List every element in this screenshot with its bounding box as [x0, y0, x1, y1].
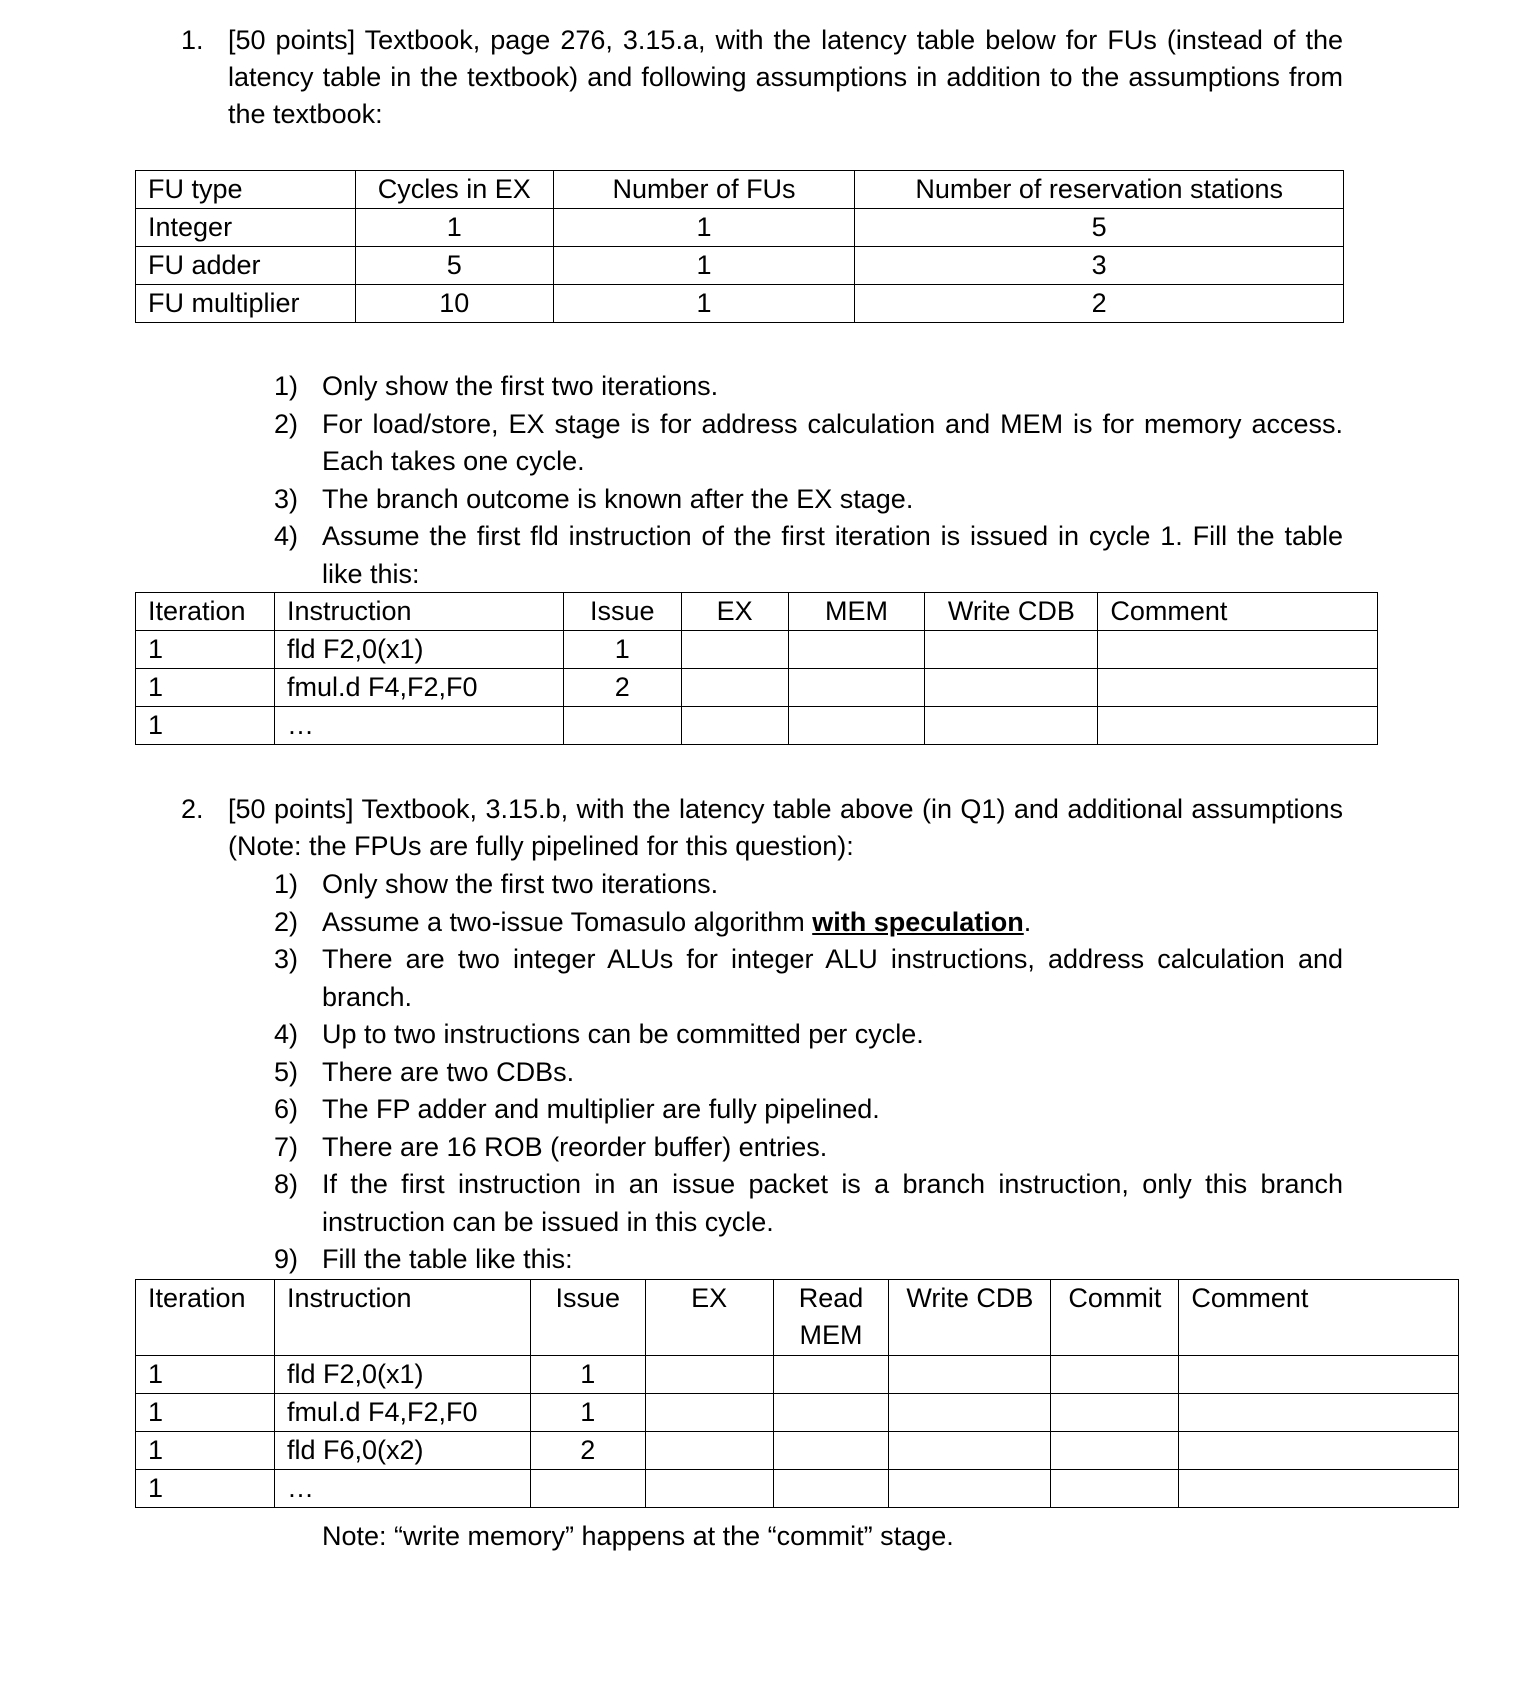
latency-table-header	[136, 171, 1344, 209]
table-cell: 1	[355, 209, 553, 247]
table-cell[interactable]	[889, 1470, 1051, 1508]
table-cell[interactable]	[788, 631, 925, 669]
table-cell[interactable]	[1179, 1356, 1459, 1394]
assumption-item	[274, 904, 1343, 942]
table-cell: 1	[136, 707, 275, 745]
table-cell[interactable]	[773, 1432, 889, 1470]
item-number: 8)	[274, 1169, 299, 1199]
table-cell: 1	[553, 285, 855, 323]
item-text: There are two CDBs.	[322, 1056, 575, 1087]
fill-table-header	[136, 1280, 1459, 1356]
item-text: There are two integer ALUs for integer ALU instructions, address calculation and branch.	[322, 944, 1343, 1012]
table-row	[136, 285, 1344, 323]
header-cell: Comment	[1098, 593, 1378, 631]
header-cell: Cycles in EX	[355, 171, 553, 209]
header-cell: Issue	[530, 1280, 645, 1356]
table-row	[136, 209, 1344, 247]
assumption-item	[274, 1054, 1343, 1092]
table-cell[interactable]	[645, 1432, 773, 1470]
item-number: 2)	[274, 408, 299, 439]
table-cell[interactable]	[1098, 707, 1378, 745]
item-number: 3)	[274, 944, 299, 974]
item-number: 3)	[274, 483, 299, 514]
table-cell: 2	[530, 1432, 645, 1470]
item-text: If the first instruction in an issue packet is a branch instruction, only this branch instruction can be issued in this cycle.	[322, 1169, 1343, 1237]
assumption-item	[274, 406, 1343, 481]
item-number: 7)	[274, 1131, 299, 1162]
table-cell[interactable]	[773, 1356, 889, 1394]
table-cell: 1	[136, 1470, 275, 1508]
table-cell[interactable]	[1179, 1432, 1459, 1470]
table-cell: 1	[136, 1356, 275, 1394]
header-cell: Write CDB	[925, 593, 1098, 631]
table-cell[interactable]	[925, 669, 1098, 707]
table-cell: fmul.d F4,F2,F0	[274, 1394, 530, 1432]
table-cell: 1	[530, 1394, 645, 1432]
header-cell: Instruction	[274, 1280, 530, 1356]
table-row	[136, 1432, 1459, 1470]
header-cell: Iteration	[136, 593, 275, 631]
table-cell: fld F6,0(x2)	[274, 1432, 530, 1470]
table-cell[interactable]	[645, 1356, 773, 1394]
table-cell: 3	[855, 247, 1344, 285]
item-text: Only show the first two iterations.	[322, 869, 719, 899]
table-cell[interactable]	[889, 1394, 1051, 1432]
assumption-item	[274, 368, 1343, 406]
table-cell[interactable]	[1179, 1394, 1459, 1432]
item-text: For load/store, EX stage is for address calculation and MEM is for memory access. Each takes one cycle.	[322, 408, 1343, 476]
table-cell: 10	[355, 285, 553, 323]
header-cell: Read MEM	[773, 1280, 889, 1356]
table-cell: 5	[355, 247, 553, 285]
table-cell: 1	[530, 1356, 645, 1394]
table-cell: 1	[563, 631, 681, 669]
table-cell[interactable]	[773, 1394, 889, 1432]
header-cell: Iteration	[136, 1280, 275, 1356]
table-cell[interactable]	[889, 1432, 1051, 1470]
item-number: 5)	[274, 1056, 299, 1087]
header-cell: Write CDB	[889, 1280, 1051, 1356]
table-row	[136, 669, 1378, 707]
table-cell[interactable]	[788, 707, 925, 745]
table-cell: …	[274, 707, 563, 745]
header-cell: Comment	[1179, 1280, 1459, 1356]
q2-fill-table	[135, 1279, 1459, 1508]
table-cell: 1	[136, 1394, 275, 1432]
item-text: Only show the first two iterations.	[322, 371, 719, 401]
table-cell[interactable]	[925, 707, 1098, 745]
table-cell[interactable]	[1179, 1470, 1459, 1508]
assumption-item	[274, 1091, 1343, 1129]
assumption-item	[274, 481, 1343, 519]
item-text: Assume the first fld instruction of the first iteration is issued in cycle 1. Fill the table like this:	[322, 521, 1343, 589]
table-row	[136, 707, 1378, 745]
table-cell: 2	[563, 669, 681, 707]
item-text: There are 16 ROB (reorder buffer) entries.	[322, 1131, 828, 1162]
table-cell: FU adder	[136, 247, 356, 285]
q2-assumptions	[274, 866, 1343, 1279]
table-cell[interactable]	[1051, 1470, 1179, 1508]
assumption-item	[274, 1166, 1343, 1241]
table-cell: fld F2,0(x1)	[274, 1356, 530, 1394]
assumption-item	[274, 1241, 1343, 1279]
table-cell: 1	[136, 1432, 275, 1470]
item-text: The branch outcome is known after the EX stage.	[322, 483, 914, 514]
item-number: 9)	[274, 1244, 299, 1274]
table-cell[interactable]	[1098, 631, 1378, 669]
table-cell[interactable]	[1098, 669, 1378, 707]
table-cell: 1	[553, 247, 855, 285]
table-cell[interactable]	[1051, 1394, 1179, 1432]
q1-number: 1.	[181, 25, 204, 55]
header-cell: EX	[645, 1280, 773, 1356]
table-cell: …	[274, 1470, 530, 1508]
item-number: 6)	[274, 1094, 299, 1124]
latency-table	[135, 170, 1344, 323]
table-row	[136, 247, 1344, 285]
table-cell: 2	[855, 285, 1344, 323]
q1-assumptions	[274, 368, 1343, 593]
item-text-suffix: .	[1023, 906, 1032, 937]
table-row	[136, 1356, 1459, 1394]
header-cell: FU type	[136, 171, 356, 209]
header-cell: EX	[681, 593, 788, 631]
header-cell: MEM	[788, 593, 925, 631]
assumption-item	[274, 866, 1343, 904]
table-cell[interactable]	[925, 631, 1098, 669]
table-row	[136, 1394, 1459, 1432]
table-cell: fmul.d F4,F2,F0	[274, 669, 563, 707]
emphasis-text: with speculation	[812, 906, 1024, 937]
table-cell: Integer	[136, 209, 356, 247]
header-cell: Number of reservation stations	[855, 171, 1344, 209]
item-number: 2)	[274, 906, 299, 937]
q2-note: Note: “write memory” happens at the “commit” stage.	[322, 1521, 954, 1551]
table-cell: 5	[855, 209, 1344, 247]
header-cell: Commit	[1051, 1280, 1179, 1356]
item-text: Fill the table like this:	[322, 1244, 573, 1274]
table-cell: 1	[136, 669, 275, 707]
assumption-item	[274, 1016, 1343, 1054]
item-number: 4)	[274, 1019, 299, 1049]
table-cell[interactable]	[1051, 1356, 1179, 1394]
q1-intro: [50 points] Textbook, page 276, 3.15.a, with the latency table below for FUs (instead of the latency table in the textbook) and following assumptions in addition to the assumptions from the textbook:	[228, 25, 1343, 129]
table-cell: 1	[136, 631, 275, 669]
table-cell[interactable]	[1051, 1432, 1179, 1470]
item-number: 1)	[274, 869, 299, 899]
fill-table-header	[136, 593, 1378, 631]
item-number: 1)	[274, 371, 299, 401]
table-cell[interactable]	[773, 1470, 889, 1508]
assumption-item	[274, 518, 1343, 593]
table-cell: 1	[553, 209, 855, 247]
assumption-item	[274, 941, 1343, 1016]
header-cell: Number of FUs	[553, 171, 855, 209]
assumption-item	[274, 1129, 1343, 1167]
q1-fill-table	[135, 592, 1378, 745]
table-cell[interactable]	[645, 1394, 773, 1432]
table-cell[interactable]	[563, 707, 681, 745]
table-cell[interactable]	[681, 669, 788, 707]
table-cell[interactable]	[681, 631, 788, 669]
table-cell: fld F2,0(x1)	[274, 631, 563, 669]
item-number: 4)	[274, 521, 299, 551]
table-row	[136, 631, 1378, 669]
header-cell: Issue	[563, 593, 681, 631]
q2-number: 2.	[181, 794, 204, 824]
table-row	[136, 1470, 1459, 1508]
item-text: The FP adder and multiplier are fully pipelined.	[322, 1094, 880, 1124]
table-cell[interactable]	[645, 1470, 773, 1508]
table-cell[interactable]	[530, 1470, 645, 1508]
table-cell[interactable]	[788, 669, 925, 707]
q2-intro: [50 points] Textbook, 3.15.b, with the latency table above (in Q1) and additional assumptions (Note: the FPUs are fully pipelined for this question):	[228, 794, 1343, 861]
table-cell[interactable]	[681, 707, 788, 745]
item-text: Assume a two-issue Tomasulo algorithm	[322, 906, 813, 937]
header-cell: Instruction	[274, 593, 563, 631]
item-text: Up to two instructions can be committed per cycle.	[322, 1019, 924, 1049]
table-cell: FU multiplier	[136, 285, 356, 323]
table-cell[interactable]	[889, 1356, 1051, 1394]
